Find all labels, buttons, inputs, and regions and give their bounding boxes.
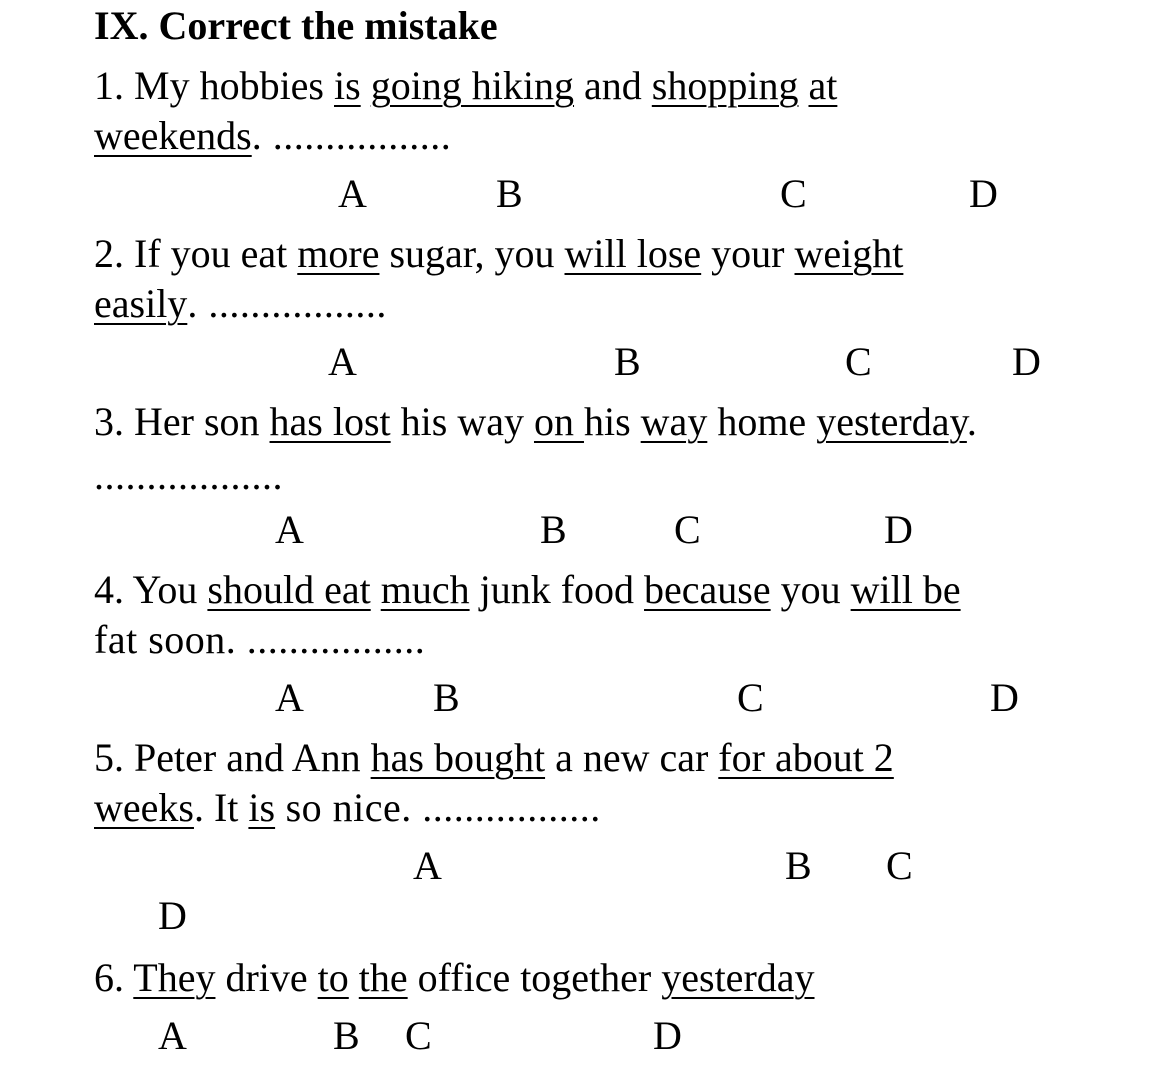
question-2-line-2 — [94, 280, 387, 328]
q6-letter-a: A — [158, 1013, 187, 1058]
q2-text: 2. If you eat — [94, 231, 298, 276]
q5-letter-a: A — [413, 843, 442, 888]
q6-letter-b: B — [333, 1013, 360, 1058]
question-6-line-1 — [94, 954, 815, 1002]
q4-option-a: should eat — [207, 567, 371, 612]
q5-text: a new car — [545, 735, 719, 780]
q2-letter-b: B — [614, 339, 641, 384]
q1-letter-b: B — [496, 171, 523, 216]
q5-text: . It — [193, 785, 249, 830]
q3-text: . — [966, 399, 977, 444]
q3-text: his way — [390, 399, 534, 444]
q1-text — [361, 63, 371, 108]
q2-text: your — [701, 231, 795, 276]
question-3-line-1 — [94, 398, 977, 446]
q1-option-d-part: weekends — [94, 113, 252, 158]
q2-option-b: will lose — [564, 231, 702, 276]
q3-option-b: on — [533, 399, 584, 444]
q3-text: his — [583, 399, 641, 444]
question-4-line-2 — [94, 616, 425, 664]
q6-text: 6. — [94, 955, 134, 1000]
q2-option-a: more — [297, 231, 380, 276]
q1-letter-c: C — [780, 171, 807, 216]
q2-text: sugar, you — [379, 231, 565, 276]
q3-answer-blank[interactable]: .................. — [94, 453, 283, 498]
q6-text: drive — [215, 955, 318, 1000]
q4-letter-a: A — [275, 675, 304, 720]
q6-option-d: yesterday — [661, 955, 815, 1000]
q6-text — [349, 955, 359, 1000]
q2-option-d: easily — [94, 281, 188, 326]
q5-option-b: for about 2 — [718, 735, 894, 780]
q1-letter-a: A — [338, 171, 367, 216]
q4-option-b: much — [380, 567, 470, 612]
q2-option-c: weight — [794, 231, 904, 276]
q1-text — [798, 63, 808, 108]
q6-option-a: They — [133, 955, 216, 1000]
q1-option-b: going hiking — [370, 63, 575, 108]
q5-text: 5. Peter and Ann — [94, 735, 371, 780]
q4-text: junk food — [469, 567, 645, 612]
q5-option-a: has bought — [370, 735, 546, 780]
q1-text: 1. My hobbies — [94, 63, 334, 108]
q2-answer-blank[interactable]: . ................. — [187, 281, 387, 326]
q1-letter-d: D — [969, 171, 998, 216]
q4-text: 4. You — [94, 567, 208, 612]
q3-letter-c: C — [674, 507, 701, 552]
q3-option-a: has lost — [269, 399, 391, 444]
q4-option-d: will be — [850, 567, 961, 612]
q6-option-c: the — [358, 955, 408, 1000]
q4-letter-b: B — [433, 675, 460, 720]
q5-letter-b: B — [785, 843, 812, 888]
q2-letter-a: A — [328, 339, 357, 384]
q2-letter-c: C — [845, 339, 872, 384]
q3-letter-b: B — [540, 507, 567, 552]
q1-option-a: is — [334, 63, 361, 108]
q6-letter-d: D — [653, 1013, 682, 1058]
q1-option-c: shopping — [651, 63, 799, 108]
q4-option-c: because — [644, 567, 771, 612]
question-1-line-2 — [94, 112, 451, 160]
q6-text: office together — [407, 955, 662, 1000]
q1-answer-blank[interactable]: . ................. — [251, 113, 452, 158]
q4-letter-c: C — [737, 675, 764, 720]
q2-letter-d: D — [1012, 339, 1041, 384]
question-5-line-2 — [94, 784, 601, 832]
question-5-line-1 — [94, 734, 894, 782]
q3-letter-a: A — [275, 507, 304, 552]
q6-letter-c: C — [405, 1013, 432, 1058]
q1-option-d-part: at — [808, 63, 838, 108]
exercise-title: IX. Correct the mistake — [94, 3, 498, 48]
q4-text — [371, 567, 381, 612]
q6-option-b: to — [317, 955, 349, 1000]
q5-letter-d: D — [158, 893, 187, 938]
question-2-line-1 — [94, 230, 903, 278]
q1-text: and — [574, 63, 652, 108]
q3-option-d: yesterday — [816, 399, 967, 444]
q3-text: home — [707, 399, 817, 444]
q3-option-c: way — [640, 399, 708, 444]
q5-option-c: weeks — [94, 785, 194, 830]
q4-text-and-answer-blank[interactable]: fat soon. ................. — [94, 617, 426, 662]
question-1-line-1 — [94, 62, 837, 110]
q4-text: you — [770, 567, 851, 612]
question-4-line-1 — [94, 566, 961, 614]
q5-letter-c: C — [886, 843, 913, 888]
q3-text: 3. Her son — [94, 399, 270, 444]
q3-letter-d: D — [884, 507, 913, 552]
q5-answer-blank[interactable]: so nice. ................. — [275, 785, 601, 830]
q5-option-d: is — [248, 785, 276, 830]
q4-letter-d: D — [990, 675, 1019, 720]
